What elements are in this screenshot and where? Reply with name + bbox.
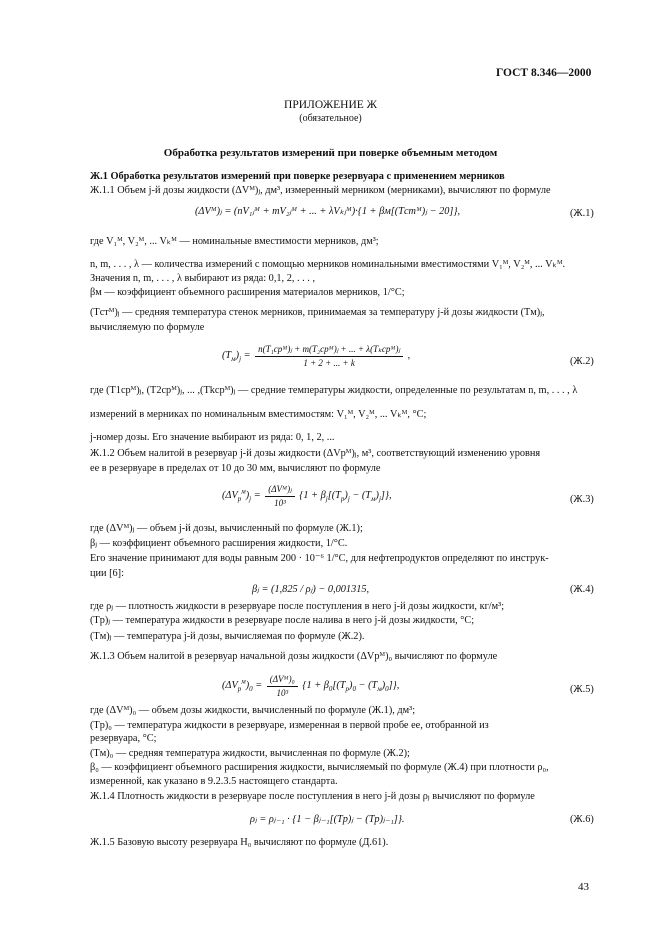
equation-j1-formula: (ΔVᴹ)ⱼ = (nV₁ⱼᴹ + mV₂ⱼᴹ + ... + λVₖⱼᴹ)·{1 + βм[(Tстᴹ)ⱼ − 20]}, <box>195 206 461 217</box>
paragraph-j12: Ж.1.2 Объем налитой в резервуар j-й дозы жидкости (ΔVрᴹ)ⱼ, м³, соответствующий изменению уровня <box>90 448 541 459</box>
beta-j-text: βⱼ — коэффициент объемного расширения жидкости, 1/°С. <box>90 538 348 549</box>
main-title: Обработка результатов измерений при поверке объемным методом <box>163 147 498 159</box>
beta-value-text: Его значение принимают для воды равным 200 · 10⁻⁶ 1/°С, для нефтепродуктов определяют по инструк- <box>90 553 549 564</box>
beta-zero-text: β₀ — коэффициент объемного расширения жидкости, вычисляемый по формуле (Ж.4) при плотности ρ₀, <box>90 762 549 773</box>
equation-j3: $(\Delta V_р^м)_j$ = $\frac{\text{(ΔVᴹ)ⱼ}}{\text{10³}}$ $\{1 + \beta_j[(T_р)_j - (T_м)_j]\}$, <box>222 483 392 510</box>
equation-j3-number: (Ж.3) <box>570 494 594 505</box>
paragraph-j15: Ж.1.5 Базовую высоту резервуара H₀ вычисляют по формуле (Д.61). <box>90 837 389 848</box>
equation-j6: ρⱼ = ρⱼ₋₁ · {1 − βⱼ₋₁[(Tр)ⱼ − (Tр)ⱼ₋₁]}. <box>250 814 405 825</box>
initial-dose-temp: (Tм)₀ — средняя температура жидкости, вычисленная по формуле (Ж.2); <box>90 748 410 759</box>
equation-j2-numerator: n(T₁срᴹ)ⱼ + m(T₂срᴹ)ⱼ + ... + λ(Tₖсрᴹ)ⱼ <box>255 343 403 357</box>
equation-j3-denominator: 10³ <box>274 498 286 509</box>
standard-code: ГОСТ 8.346—2000 <box>496 67 592 79</box>
paragraph-j13: Ж.1.3 Объем налитой в резервуар начальной дозы жидкости (ΔVрᴹ)₀ вычисляют по формуле <box>90 651 498 662</box>
initial-tank-temp-cont: резервуара, °С; <box>90 733 157 744</box>
dose-number-text: j-номер дозы. Его значение выбирают из ряда: 0, 1, 2, ... <box>90 432 335 443</box>
equation-j2: $(T_м)_j$ = $\frac{\text{n(T₁срᴹ)ⱼ + m(T₂срᴹ)ⱼ + ... + λ(Tₖсрᴹ)ⱼ}}{1 + 2 + ... + k}$ , <box>222 343 410 370</box>
appendix-title: ПРИЛОЖЕНИЕ Ж <box>284 99 377 111</box>
initial-tank-temp: (Tр)₀ — температура жидкости в резервуаре, измеренная в первой пробе ее, отобранной из <box>90 720 489 731</box>
equation-j1-number: (Ж.1) <box>570 208 594 219</box>
where-avg-temps: где (T1срᴹ)ⱼ, (T2срᴹ)ⱼ, ... ,(Tkсрᴹ)ⱼ — средние температуры жидкости, определенные по результатам n, m, . . . , λ <box>90 385 578 396</box>
beta-m-text: βм — коэффициент объемного расширения материалов мерников, 1/°С; <box>90 287 405 298</box>
appendix-status: (обязательное) <box>299 113 362 124</box>
tank-temp-text: (Tр)ⱼ — температура жидкости в резервуаре после налива в него j-й дозы жидкости, °С; <box>90 615 475 626</box>
equation-j5: $(\Delta V_р^м)_0$ = $\frac{\text{(ΔVᴹ)₀}}{\text{10³}}$ $\{1 + \beta_0[(T_р)_0 - (T_м)_0]\}$, <box>222 673 399 700</box>
equation-j4: βⱼ = (1,825 / ρⱼ) − 0,001315, <box>252 584 370 595</box>
paragraph-j12-cont: ее в резервуаре в пределах от 10 до 30 мм, вычисляют по формуле <box>90 463 381 474</box>
where-dose-volume: где (ΔVᴹ)ⱼ — объем j-й дозы, вычисленный по формуле (Ж.1); <box>90 523 363 534</box>
wall-temp-text: (Tстᴹ)ⱼ — средняя температура стенок мерников, принимаемая за температуру j-й дозы жидкости (Tм)ⱼ, <box>90 307 545 318</box>
page-number: 43 <box>578 881 589 893</box>
density-text: где ρⱼ — плотность жидкости в резервуаре после поступления в него j-й дозы жидкости, кг/м³; <box>90 601 505 612</box>
equation-j5-numerator: (ΔVᴹ)₀ <box>267 673 298 687</box>
paragraph-j11: Ж.1.1 Объем j-й дозы жидкости (ΔVᴹ)ⱼ, дм³, измеренный мерником (мерниками), вычисляют по формуле <box>90 185 551 196</box>
equation-j6-number: (Ж.6) <box>570 814 594 825</box>
equation-j5-fraction <box>267 673 298 700</box>
counts-values: Значения n, m, . . . , λ выбирают из ряда: 0,1, 2, . . . , <box>90 273 316 284</box>
equation-j2-number: (Ж.2) <box>570 356 594 367</box>
section-title: Ж.1 Обработка результатов измерений при поверке резервуара с применением мерников <box>90 171 505 182</box>
beta-value-cont: ции [6]: <box>90 568 124 579</box>
equation-j1 <box>195 205 460 220</box>
dose-temp-text: (Tм)ⱼ — температура j-й дозы, вычисляемая по формуле (Ж.2). <box>90 631 365 642</box>
equation-j5-number: (Ж.5) <box>570 684 594 695</box>
equation-j3-numerator: (ΔVᴹ)ⱼ <box>265 483 294 497</box>
where-volumes: где V₁ᴹ, V₂ᴹ, ... Vₖᴹ — номинальные вместимости мерников, дм³; <box>90 236 379 247</box>
where-avg-temps-cont: измерений в мерниках по номинальным вместимостям: V₁ᴹ, V₂ᴹ, ... Vₖᴹ, °С; <box>90 409 427 420</box>
equation-j4-number: (Ж.4) <box>570 584 594 595</box>
counts-text: n, m, . . . , λ — количества измерений с помощью мерников номинальными вместимостями V₁ᴹ, V₂ᴹ, ... Vₖᴹ. <box>90 259 566 270</box>
equation-j5-denominator: 10³ <box>276 688 289 699</box>
paragraph-j14: Ж.1.4 Плотность жидкости в резервуаре после поступления в него j-й дозы ρⱼ вычисляют по формуле <box>90 791 535 802</box>
where-initial-volume: где (ΔVᴹ)₀ — объем дозы жидкости, вычисленный по формуле (Ж.1), дм³; <box>90 705 416 716</box>
beta-zero-cont: измеренной, как указано в 9.2.3.5 настоящего стандарта. <box>90 776 338 787</box>
equation-j2-denominator: 1 + 2 + ... + k <box>303 358 355 369</box>
equation-j3-fraction <box>265 483 294 510</box>
equation-j2-fraction <box>255 343 403 370</box>
wall-temp-cont: вычисляемую по формуле <box>90 322 205 333</box>
